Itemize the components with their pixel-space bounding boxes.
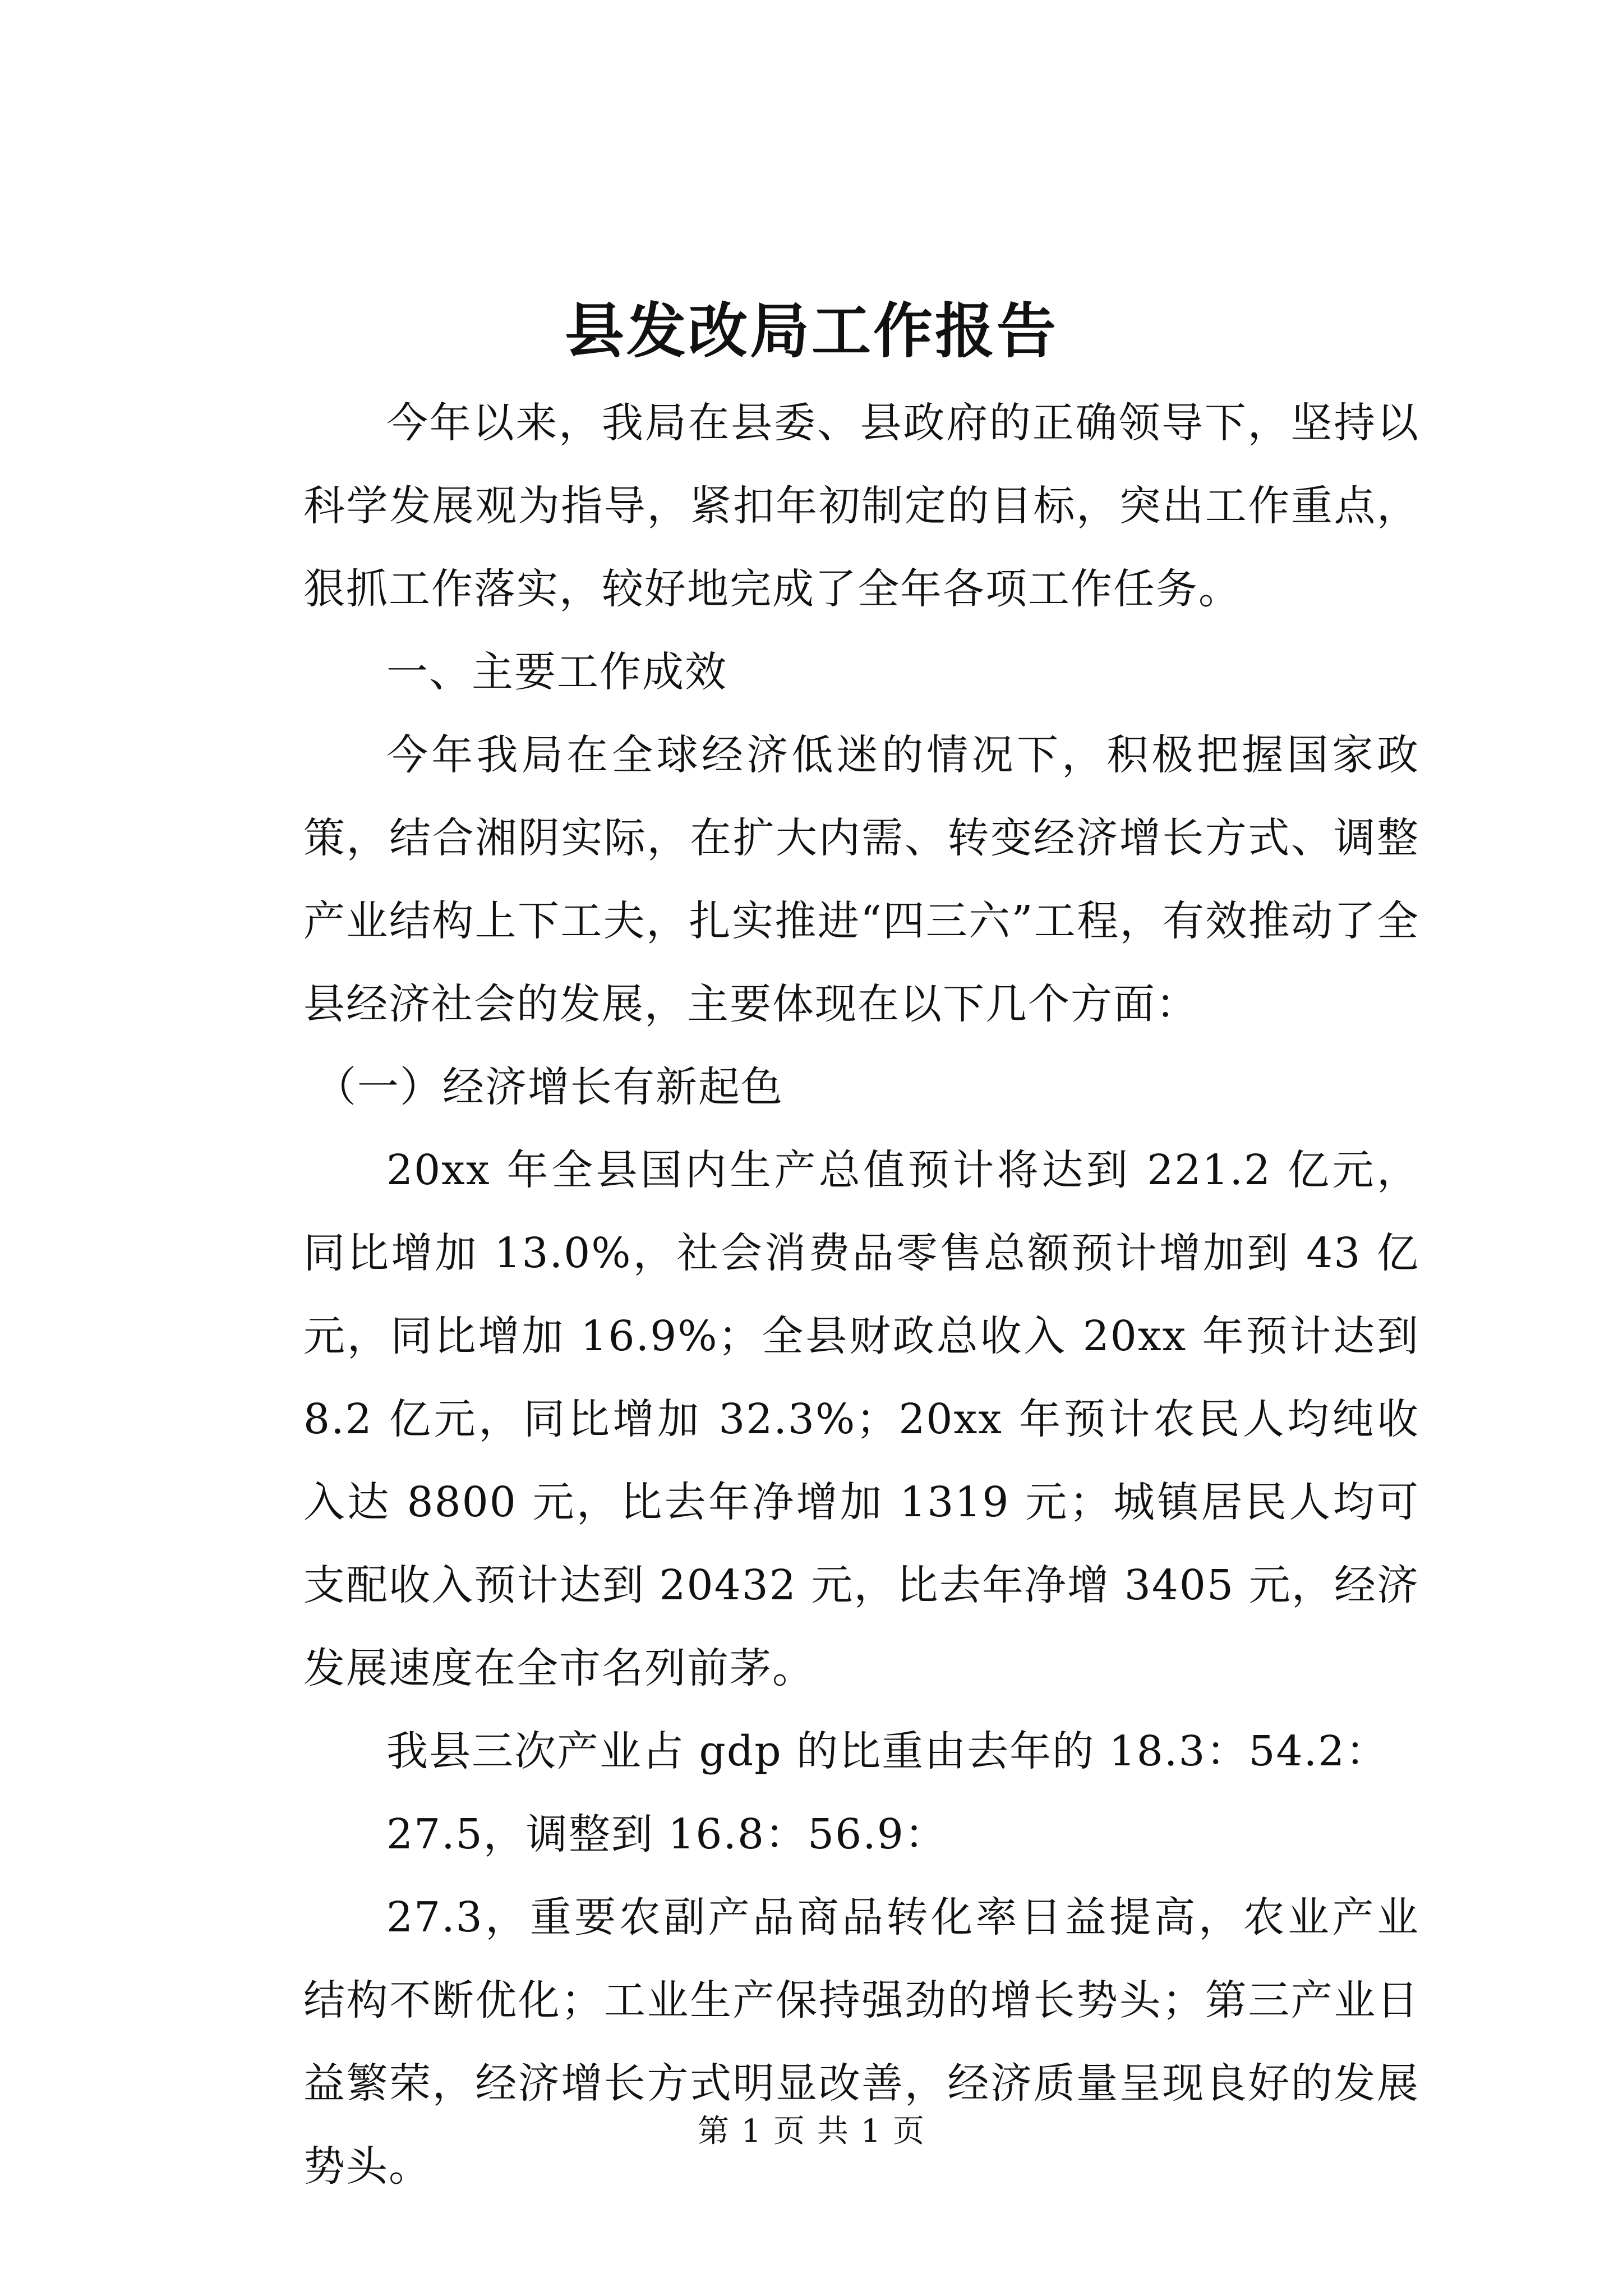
industry-ratio-paragraph-3: 27.3，重要农副产品商品转化率日益提高，农业产业结构不断优化；工业生产保持强劲的增长势头；第三产业日益繁荣，经济增长方式明显改善，经济质量呈现良好的发展势头。: [303, 1893, 1419, 2191]
subsection-heading: （一）经济增长有新起色: [315, 1063, 783, 1111]
overview-paragraph: 今年我局在全球经济低迷的情况下，积极把握国家政策，结合湘阴实际，在扩大内需、转变经济增长方式、调整产业结构上下工夫，扎实推进“四三六”工程，有效推动了全县经济社会的发展，主要体现在以下几个方面：: [303, 731, 1419, 1028]
document-body: [303, 381, 1419, 2208]
page-footer: 第 1 页 共 1 页: [697, 2113, 926, 2150]
section-heading: 一、主要工作成效: [386, 648, 727, 696]
intro-paragraph: 今年以来，我局在县委、县政府的正确领导下，坚持以科学发展观为指导，紧扣年初制定的目标，突出工作重点，狠抓工作落实，较好地完成了全年各项工作任务。: [303, 399, 1419, 613]
industry-ratio-paragraph-2: 27.5，调整到 16.8：56.9：: [386, 1810, 947, 1858]
industry-ratio-paragraph-1: 我县三次产业占 gdp 的比重由去年的 18.3：54.2：: [386, 1727, 1389, 1775]
statistics-paragraph: 20xx 年全县国内生产总值预计将达到 221.2 亿元，同比增加 13.0%，社会消费品零售总额预计增加到 43 亿元，同比增加 16.9%；全县财政总收入 20xx 年预计达到 8.2 亿元，同比增加 32.3%；20xx 年预计农民人均纯收入达 8800 元，比去年净增加 1319 元；城镇居民人均可支配收入预计达到 20432 元，比去年净增 3405 元，经济发展速度在全市名列前茅。: [303, 1146, 1419, 1692]
document-title: 县发改局工作报告: [565, 296, 1058, 366]
